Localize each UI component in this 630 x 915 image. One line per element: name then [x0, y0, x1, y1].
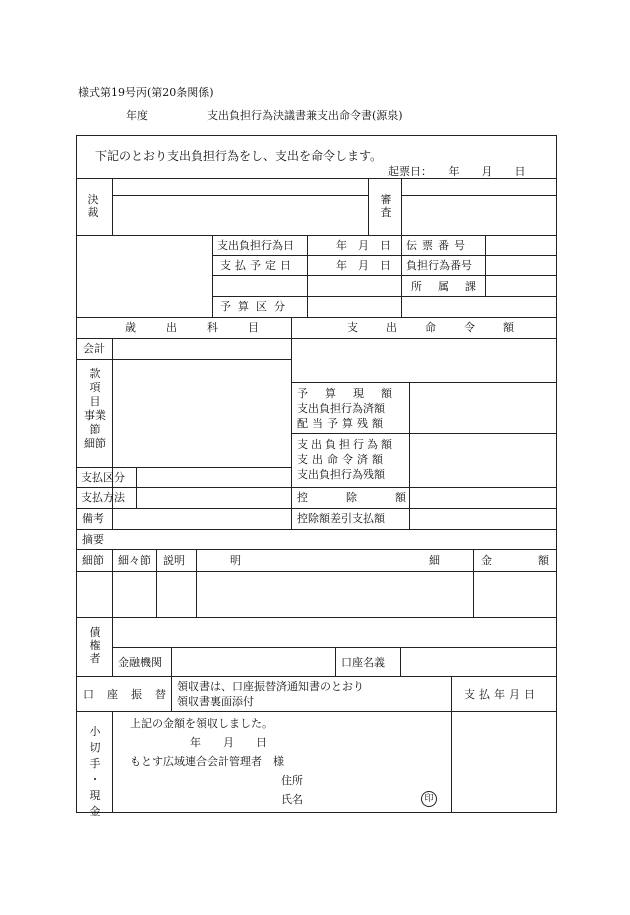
- name-label: 氏名: [281, 793, 303, 806]
- commitment-date-value: 年 月 日: [336, 239, 391, 252]
- payment-schedule-value: 年 月 日: [336, 259, 391, 272]
- account-name-label: 口座名義: [341, 656, 385, 669]
- accounting-label: 会計: [83, 342, 105, 355]
- payment-method-label: 支払方法: [81, 491, 125, 504]
- order-done-label: 支出命令済額: [297, 453, 387, 466]
- financial-institution-label: 金融機関: [118, 656, 162, 669]
- expense-items-header: 歳出科目: [125, 321, 289, 334]
- transfer-label: 口座振替: [83, 688, 179, 701]
- col-saisaisetsu: 細々節: [118, 554, 151, 567]
- kan-label: 款: [89, 367, 101, 380]
- payment-date-label: 支払年月日: [464, 688, 539, 701]
- commitment-number-label: 負担行為番号: [406, 259, 472, 272]
- budget-current-label: 予算現額: [297, 387, 409, 400]
- received-text: 上記の金額を領収しました。: [130, 717, 273, 730]
- fiscal-year-label: 年度: [126, 109, 148, 122]
- col-breakdown: 明 細: [230, 554, 440, 567]
- creditor-label: 債 権 者: [89, 626, 101, 665]
- commitment-date-label: 支出負担行為日: [217, 239, 294, 252]
- department-label: 所属課: [411, 280, 492, 293]
- payment-amount-header: 支出命令額: [347, 321, 542, 334]
- decision-signature-field[interactable]: [113, 179, 368, 235]
- deduction-label: 控除額: [297, 491, 444, 504]
- draft-date: 起票日： 年 月 日: [388, 165, 526, 178]
- review-label: 審 査: [380, 193, 392, 219]
- seal-mark: 印: [421, 791, 437, 807]
- kou-label: 項: [89, 381, 101, 394]
- jigyou-label: 事業: [84, 409, 106, 422]
- document-title: 支出負担行為決議書兼支出命令書(源泉): [207, 109, 403, 122]
- address-label: 住所: [281, 774, 303, 787]
- received-date: 年 月 日: [190, 736, 267, 749]
- net-payment-label: 控除額差引支払額: [297, 512, 385, 525]
- saisetsu-label: 細節: [84, 437, 106, 450]
- transfer-line2: 領収書裏面添付: [177, 695, 254, 708]
- payment-schedule-label: 支払予定日: [220, 259, 295, 272]
- col-saisetsu: 細節: [82, 554, 104, 567]
- form-number: 様式第19号丙(第20条関係): [78, 86, 214, 99]
- payment-category-label: 支払区分: [81, 471, 125, 484]
- voucher-number-label: 伝票番号: [406, 239, 470, 252]
- summary-label: 摘要: [82, 533, 104, 546]
- remarks-label: 備考: [82, 512, 104, 525]
- transfer-line1: 領収書は、口座振替済通知書のとおり: [177, 680, 364, 693]
- setsu-label: 節: [89, 423, 101, 436]
- allocated-balance-label: 配当予算残額: [297, 417, 387, 430]
- breakdown-labels: [82, 367, 108, 451]
- moku-label: 目: [89, 395, 101, 408]
- commitment-balance-label: 支出負担行為残額: [297, 468, 385, 481]
- review-signature-field[interactable]: [402, 179, 556, 235]
- col-amount: 金 額: [481, 554, 549, 567]
- commitment-amount-label: 支出負担行為額: [297, 438, 395, 451]
- budget-category-label: 予算区分: [220, 300, 292, 313]
- commitment-done-label: 支出負担行為済額: [297, 402, 385, 415]
- addressee-text: もとす広域連合会計管理者 様: [130, 755, 284, 768]
- col-explanation: 説明: [163, 554, 185, 567]
- instruction-text: 下記のとおり支出負担行為をし、支出を命令します。: [95, 149, 383, 163]
- decision-label: 決 裁: [87, 193, 99, 219]
- cash-label: 小 切 手 ・ 現 金: [89, 725, 101, 818]
